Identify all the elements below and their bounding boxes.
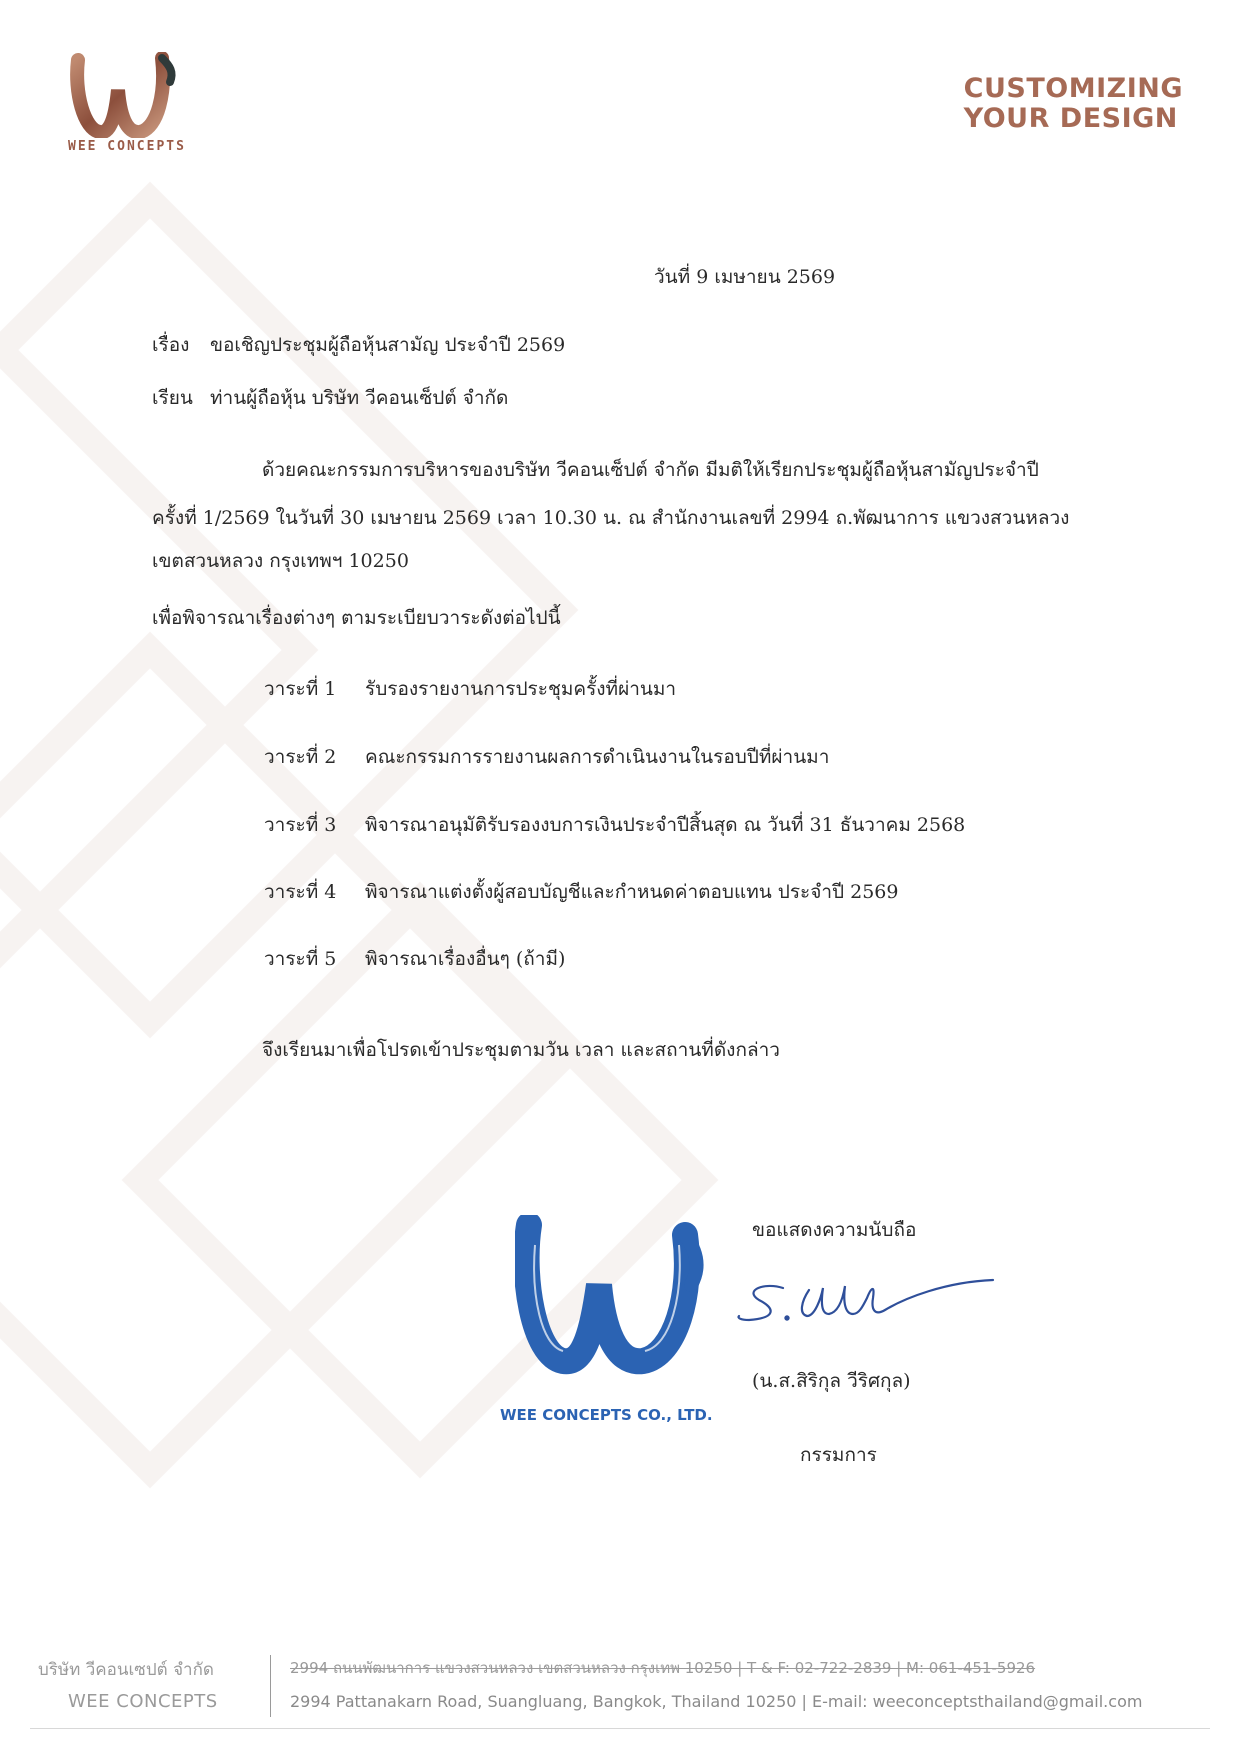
agenda-label: วาระที่ 1 [264, 678, 337, 700]
regards-line: ขอแสดงความนับถือ [752, 1219, 917, 1241]
agenda-text: พิจารณาเรื่องอื่นๆ (ถ้ามี) [365, 948, 566, 970]
brand-name: WEE CONCEPTS [68, 139, 186, 154]
agenda-intro: เพื่อพิจารณาเรื่องต่างๆ ตามระเบียบวาระดังต่อไปนี้ [152, 607, 561, 629]
agenda-label: วาระที่ 4 [264, 881, 337, 903]
tagline [964, 74, 1183, 134]
wee-concepts-logo-icon [70, 52, 180, 138]
letter-date: วันที่ 9 เมษายน 2569 [654, 266, 836, 288]
agenda-text: พิจารณาแต่งตั้งผู้สอบบัญชีและกำหนดค่าตอบแทน ประจำปี 2569 [365, 881, 899, 903]
tagline-line-2: YOUR DESIGN [963, 103, 1178, 134]
agenda-label: วาระที่ 2 [264, 746, 337, 768]
closing-line: จึงเรียนมาเพื่อโปรดเข้าประชุมตามวัน เวลา และสถานที่ดังกล่าว [262, 1039, 780, 1061]
subject-text: ขอเชิญประชุมผู้ถือหุ้นสามัญ ประจำปี 2569 [210, 334, 566, 356]
footer-company-eng: WEE CONCEPTS [68, 1691, 218, 1712]
seal-company-name: WEE CONCEPTS CO., LTD. [500, 1406, 713, 1424]
recipient-label: เรียน [152, 387, 193, 409]
agenda-label: วาระที่ 5 [264, 948, 337, 970]
agenda-text: คณะกรรมการรายงานผลการดำเนินงานในรอบปีที่ผ่านมา [365, 746, 830, 768]
footer-address-thai: 2994 ถนนพัฒนาการ แขวงสวนหลวง เขตสวนหลวง กรุงเทพ 10250 | T & F: 02-722-2839 | M: 061-451-5926 [290, 1659, 1036, 1677]
footer-rule [30, 1728, 1210, 1729]
company-seal-icon [515, 1215, 705, 1375]
signer-position: กรรมการ [800, 1444, 877, 1466]
paragraph-line: เขตสวนหลวง กรุงเทพฯ 10250 [152, 550, 409, 572]
recipient-text: ท่านผู้ถือหุ้น บริษัท วีคอนเซ็ปต์ จำกัด [210, 387, 509, 409]
footer-address-eng: 2994 Pattanakarn Road, Suangluang, Bangkok, Thailand 10250 | E-mail: weeconceptsthailand@gmail.com [290, 1692, 1143, 1711]
paragraph-line: ด้วยคณะกรรมการบริหารของบริษัท วีคอนเซ็ปต์ จำกัด มีมติให้เรียกประชุมผู้ถือหุ้นสามัญประจำปี [262, 459, 1039, 481]
footer-company [38, 1656, 268, 1712]
signer-name: (น.ส.สิริกุล วีริศกุล) [752, 1370, 911, 1392]
agenda-text: รับรองรายงานการประชุมครั้งที่ผ่านมา [365, 678, 677, 700]
agenda-text: พิจารณาอนุมัติรับรองงบการเงินประจำปีสิ้นสุด ณ วันที่ 31 ธันวาคม 2568 [365, 814, 966, 836]
tagline-line-1: CUSTOMIZING [963, 73, 1183, 104]
footer-company-thai: บริษัท วีคอนเซปต์ จำกัด [38, 1660, 214, 1680]
footer-address [290, 1656, 1142, 1711]
agenda-label: วาระที่ 3 [264, 814, 337, 836]
footer-divider [270, 1655, 271, 1717]
subject-label: เรื่อง [152, 334, 190, 356]
handwritten-signature [735, 1268, 1015, 1338]
paragraph-line: ครั้งที่ 1/2569 ในวันที่ 30 เมษายน 2569 เวลา 10.30 น. ณ สำนักงานเลขที่ 2994 ถ.พัฒนาการ แขวงสวนหลวง [152, 507, 1070, 529]
